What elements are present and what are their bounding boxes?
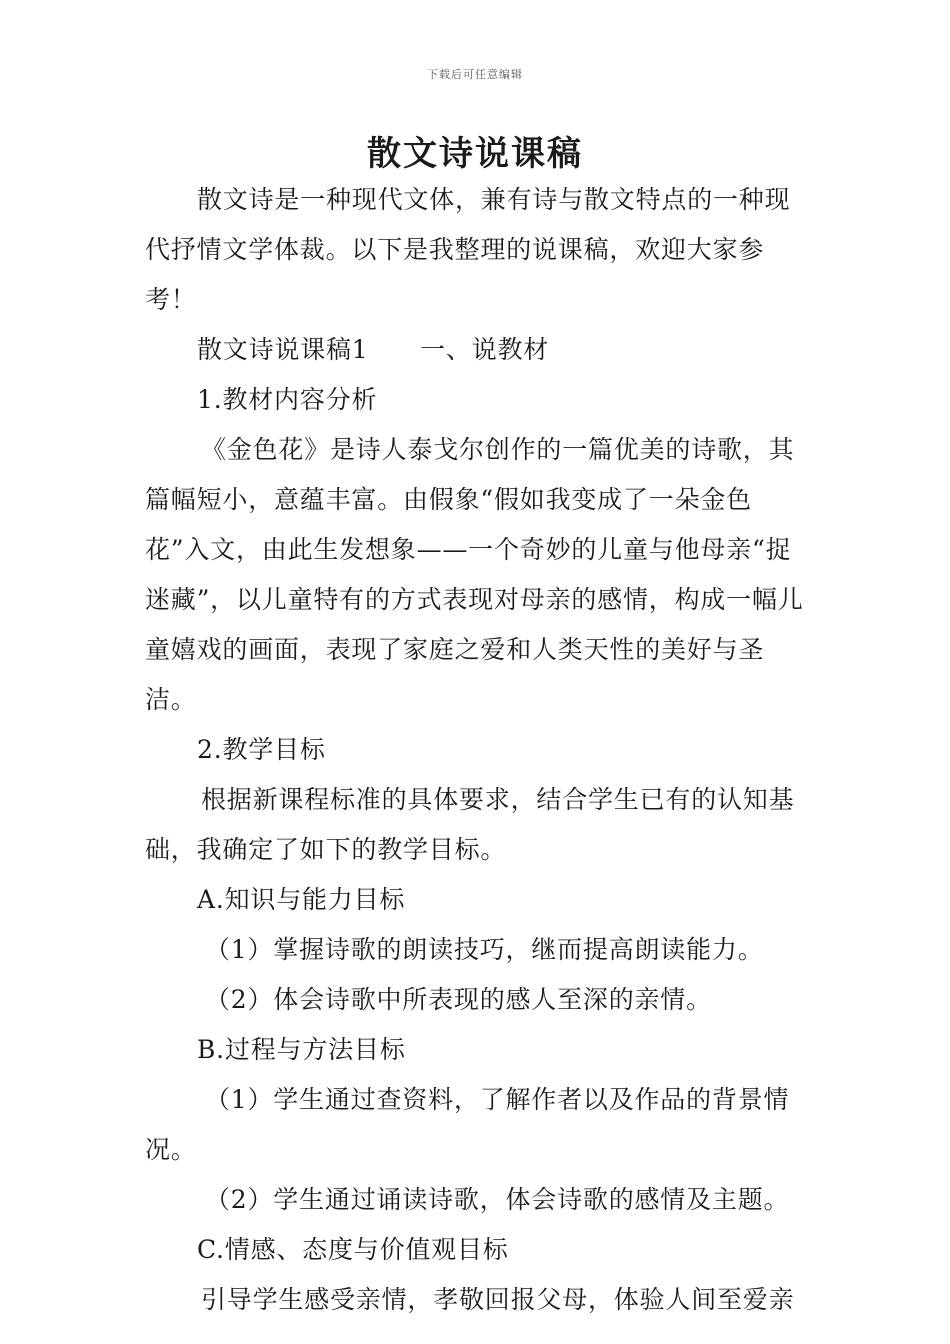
subheading-teaching-goals: 2.教学目标 [197, 735, 326, 764]
list-item: （1）掌握诗歌的朗读技巧，继而提高朗读能力。 [205, 935, 764, 964]
document-body [145, 175, 810, 1325]
header-note: 下载后可任意编辑 [427, 68, 523, 81]
subheading-process-goals: B.过程与方法目标 [197, 1035, 406, 1064]
subheading-emotion-goals: C.情感、态度与价值观目标 [197, 1235, 509, 1264]
paragraph-teaching-goals: 根据新课程标准的具体要求，结合学生已有的认知基础，我确定了如下的教学目标。 [145, 785, 795, 864]
paragraph-intro: 散文诗是一种现代文体，兼有诗与散文特点的一种现代抒情文学体裁。以下是我整理的说课稿，欢迎大家参考！ [145, 185, 791, 314]
subheading-content-analysis: 1.教材内容分析 [197, 385, 378, 414]
document-title: 散文诗说课稿 [367, 134, 583, 174]
list-item: （1）学生通过查资料，了解作者以及作品的背景情况。 [145, 1085, 790, 1164]
list-item: （2）体会诗歌中所表现的感人至深的亲情。 [205, 985, 712, 1014]
section-heading-1: 散文诗说课稿1 一、说教材 [197, 335, 550, 364]
subheading-knowledge-goals: A.知识与能力目标 [197, 885, 406, 914]
list-item: （2）学生通过诵读诗歌，体会诗歌的感情及主题。 [205, 1185, 790, 1214]
paragraph-content-analysis: 《金色花》是诗人泰戈尔创作的一篇优美的诗歌，其篇幅短小，意蕴丰富。由假象“假如我变成了一朵金色花”入文，由此生发想象——一个奇妙的儿童与他母亲“捉迷藏”，以儿童特有的方式表现对母亲的感情，构成一幅儿童嬉戏的画面，表现了家庭之爱和人类天性的美好与圣洁。 [145, 435, 804, 714]
paragraph-emotion-goals: 引导学生感受亲情，孝敬回报父母，体验人间至爱亲 [201, 1285, 795, 1314]
